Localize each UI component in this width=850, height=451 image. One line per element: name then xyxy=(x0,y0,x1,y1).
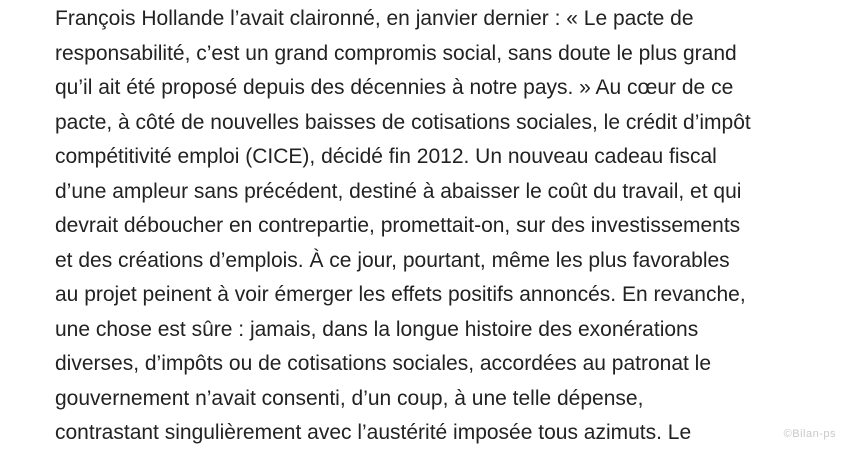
article-line: au projet peinent à voir émerger les effets positifs annoncés. En revanche, xyxy=(55,283,746,306)
article-line: responsabilité, c’est un grand compromis social, sans doute le plus grand xyxy=(55,41,737,65)
article-line: devrait déboucher en contrepartie, promettait-on, sur des investissements xyxy=(55,214,741,237)
article-paragraph xyxy=(55,2,845,451)
article-line: diverses, d’impôts ou de cotisations sociales, accordées au patronat le xyxy=(55,352,712,375)
article-line: compétitivité emploi (CICE), décidé fin 2012. Un nouveau cadeau fiscal xyxy=(55,145,717,168)
article-line: gouvernement n’avait consenti, d’un coup, à une telle dépense, xyxy=(55,386,644,410)
article-line: pacte, à côté de nouvelles baisses de cotisations sociales, le crédit d’impôt xyxy=(55,110,751,134)
watermark: ©Bilan-ps xyxy=(783,428,836,440)
article-line: d’une ampleur sans précédent, destiné à abaisser le coût du travail, et qui xyxy=(55,179,742,203)
article-line: François Hollande l’avait claironné, en janvier dernier : « Le pacte de xyxy=(55,7,694,30)
article-line: qu’il ait été proposé depuis des décennies à notre pays. » Au cœur de ce xyxy=(55,76,734,99)
article-line: contrastant singulièrement avec l’austérité imposée tous azimuts. Le xyxy=(55,421,692,444)
article-line: et des créations d’emplois. À ce jour, pourtant, même les plus favorables xyxy=(55,248,730,272)
article-line: une chose est sûre : jamais, dans la longue histoire des exonérations xyxy=(55,317,699,341)
